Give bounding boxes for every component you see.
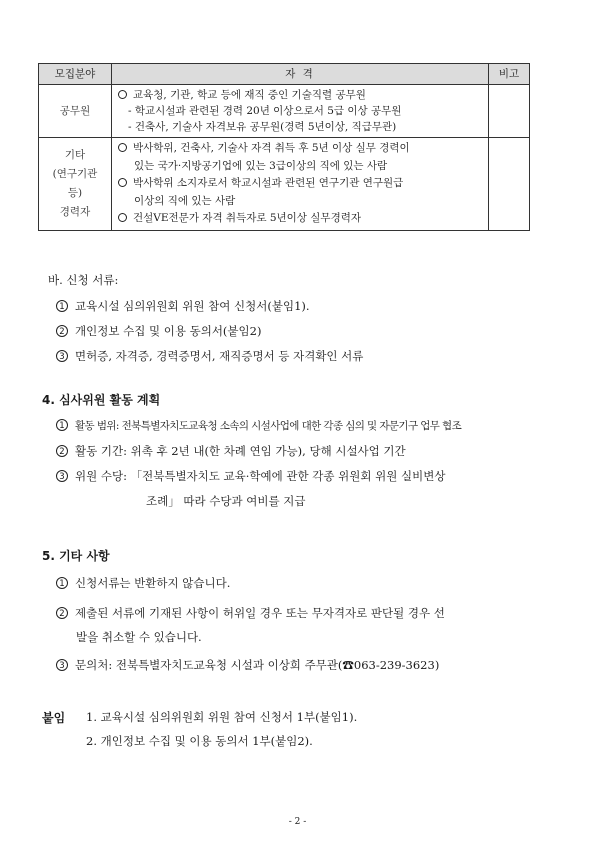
attachment-item: 1. 교육시설 심의위원회 위원 참여 신청서 1부(붙임1).	[86, 710, 358, 724]
qualification-line: 이상의 직에 있는 사람	[134, 194, 236, 207]
list-item: 2 개인정보 수집 및 이용 동의서(붙임2)	[56, 323, 595, 339]
table-row	[39, 138, 530, 231]
list-item: 1 활동 범위: 전북특별자치도교육청 소속의 시설사업에 대한 각종 심의 및 자문기구 업무 협조	[56, 418, 595, 433]
list-item-continuation: 조례」 따라 수당과 여비를 지급	[146, 494, 306, 508]
table-header-row	[39, 64, 530, 85]
list-item: 1 신청서류는 반환하지 않습니다.	[56, 575, 595, 591]
qualification-cell	[112, 85, 489, 138]
qualification-line: 건설VE전문가 자격 취득자로 5년이상 실무경력자	[118, 210, 482, 228]
category-public-servant: 공무원	[39, 85, 112, 138]
header-note: 비고	[489, 64, 530, 85]
section-4-title: 4. 심사위원 활동 계획	[42, 393, 161, 407]
qualification-line: 박사학위 소지자로서 학교시설과 관련된 연구기관 연구원급	[118, 175, 482, 193]
qualification-line: - 건축사, 기술사 자격보유 공무원(경력 5년이상, 직급무관)	[128, 121, 397, 133]
attachment-item: 2. 개인정보 수집 및 이용 동의서 1부(붙임2).	[86, 734, 313, 748]
header-qualification: 자 격	[112, 64, 489, 85]
circle-bullet-icon	[118, 178, 127, 187]
list-item: 2 활동 기간: 위촉 후 2년 내(한 차례 연임 가능), 당해 시설사업 기간	[56, 443, 595, 459]
note-cell	[489, 138, 530, 231]
list-item: 3 위원 수당: 「전북특별자치도 교육·학예에 관한 각종 위원회 위원 실비변상	[56, 468, 595, 484]
category-other-experts: 기타 (연구기관 등) 경력자	[39, 138, 112, 231]
header-field: 모집분야	[39, 64, 112, 85]
circle-bullet-icon	[118, 90, 127, 99]
qualification-line: - 학교시설과 관련된 경력 20년 이상으로서 5급 이상 공무원	[128, 105, 402, 117]
qualification-line: 박사학위, 건축사, 기술사 자격 취득 후 5년 이상 실무 경력이	[118, 140, 482, 158]
list-item: 1 교육시설 심의위원회 위원 참여 신청서(붙임1).	[56, 298, 595, 314]
list-item: 3 문의처: 전북특별자치도교육청 시설과 이상희 주무관(☎063-239-3623)	[56, 657, 595, 673]
page-number: - 2 -	[288, 817, 307, 827]
qualification-line: 있는 국가·지방공기업에 있는 3급이상의 직에 있는 사람	[134, 159, 388, 172]
circle-bullet-icon	[118, 213, 127, 222]
docs-heading: 바. 신청 서류:	[48, 273, 119, 287]
qualification-line: 교육청, 기관, 학교 등에 재직 중인 기술직렬 공무원	[118, 87, 482, 103]
circle-bullet-icon	[118, 143, 127, 152]
list-item-continuation: 발을 취소할 수 있습니다.	[76, 630, 202, 644]
table-row	[39, 85, 530, 138]
list-item: 3 면허증, 자격증, 경력증명서, 재직증명서 등 자격확인 서류	[56, 348, 595, 364]
list-item: 2 제출된 서류에 기재된 사항이 허위일 경우 또는 무자격자로 판단될 경우 선	[56, 605, 595, 621]
qualification-cell	[112, 138, 489, 231]
section-5-title: 5. 기타 사항	[42, 549, 110, 563]
qualification-table	[38, 63, 530, 231]
attachment-label: 붙임	[42, 711, 66, 725]
note-cell	[489, 85, 530, 138]
